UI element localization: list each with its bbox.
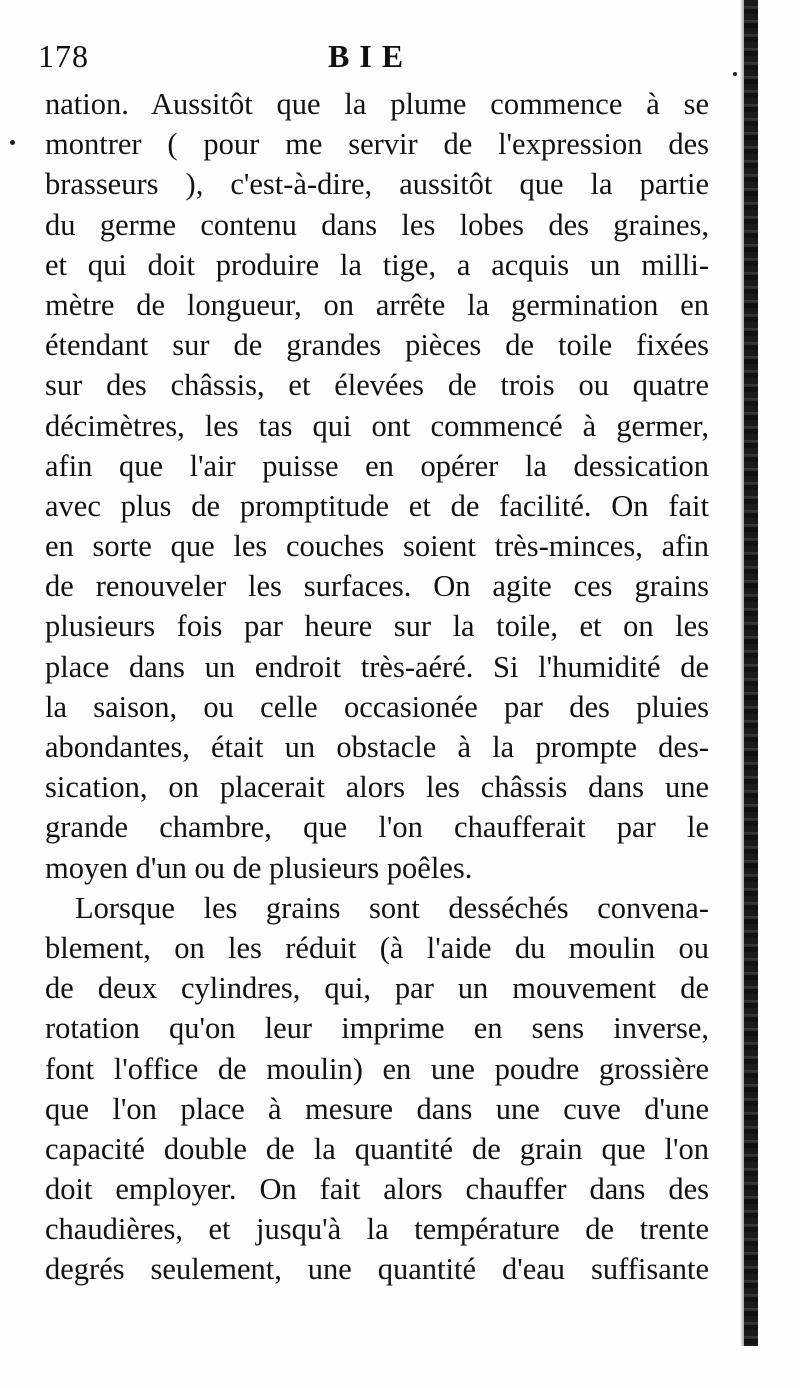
text-line: doit employer. On fait alors chauffer dans des	[45, 1172, 709, 1207]
text-line: étendant sur de grandes pièces de toile fixées	[45, 328, 709, 363]
text-line: brasseurs ), c'est-à-dire, aussitôt que la partie	[45, 167, 709, 202]
text-line: abondantes, était un obstacle à la prompte des-	[45, 730, 709, 764]
text-line: du germe contenu dans les lobes des graines,	[45, 207, 709, 242]
text-line: Lorsque les grains sont desséchés convena-	[75, 890, 709, 925]
text-line: de deux cylindres, qui, par un mouvement de	[45, 971, 709, 1006]
running-head: BIE	[328, 38, 414, 74]
text-line: grande chambre, que l'on chaufferait par le	[45, 810, 709, 845]
text-line: moyen d'un ou de plusieurs poêles.	[45, 850, 473, 885]
text-line: blement, on les réduit (à l'aide du moulin ou	[45, 930, 709, 965]
text-line: que l'on place à mesure dans une cuve d'une	[45, 1091, 709, 1126]
page-number: 178	[38, 38, 89, 74]
text-line: place dans un endroit très-aéré. Si l'humidité de	[45, 649, 709, 684]
text-line: font l'office de moulin) en une poudre grossière	[45, 1051, 709, 1086]
text-line: degrés seulement, une quantité d'eau suffisante	[45, 1252, 709, 1287]
text-line: mètre de longueur, on arrête la germination en	[45, 287, 709, 322]
text-line: rotation qu'on leur imprime en sens inverse,	[45, 1011, 709, 1046]
text-line: et qui doit produire la tige, a acquis un milli-	[45, 247, 709, 282]
text-line: plusieurs fois par heure sur la toile, et on les	[45, 609, 709, 644]
text-line: afin que l'air puisse en opérer la dessication	[45, 448, 709, 483]
ink-speck	[733, 72, 737, 76]
page-header	[38, 38, 718, 84]
text-line: de renouveler les surfaces. On agite ces grains	[45, 569, 709, 604]
text-line: décimètres, les tas qui ont commencé à germer,	[45, 408, 709, 443]
body-text	[45, 84, 709, 1290]
book-binding-edge	[744, 0, 758, 1346]
text-line: sur des châssis, et élevées de trois ou quatre	[45, 368, 709, 403]
text-line: en sorte que les couches soient très-minces, afin	[45, 529, 709, 564]
text-line: nation. Aussitôt que la plume commence à se	[45, 87, 709, 121]
ink-speck	[10, 140, 15, 145]
text-line: avec plus de promptitude et de facilité. On fait	[45, 488, 709, 523]
text-line: capacité double de la quantité de grain que l'on	[45, 1131, 709, 1166]
text-line: chaudières, et jusqu'à la température de trente	[45, 1212, 709, 1247]
text-line: la saison, ou celle occasionée par des pluies	[45, 689, 709, 724]
text-line: sication, on placerait alors les châssis dans une	[45, 770, 709, 805]
text-line: montrer ( pour me servir de l'expression des	[45, 127, 709, 162]
